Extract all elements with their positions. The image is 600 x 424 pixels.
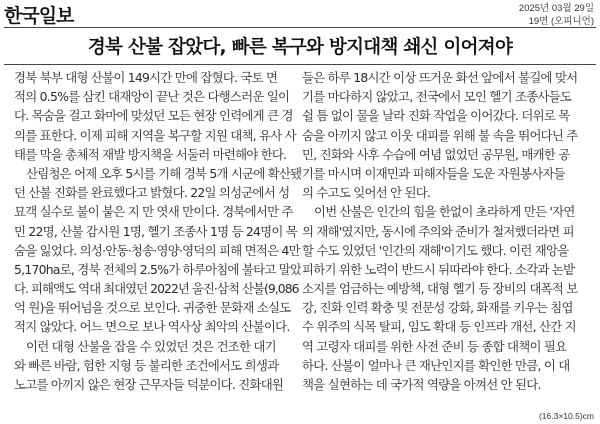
body-line: 역 고령자 대피를 위한 사전 준비 등 종합 대책이 필요 xyxy=(302,338,567,354)
page-section: 19면 (오피니언) xyxy=(528,16,594,27)
body-line: 다. 피해액도 역대 최대였던 2022년 울진·삼척 산불(9,086 xyxy=(14,281,299,297)
body-line: 노고를 아끼지 않은 현장 근무자들 덕분이다. 진화대원 xyxy=(14,377,284,392)
body-line: 의 수고도 잊어선 안 된다. xyxy=(302,185,431,201)
body-line: 하다. 산불이 얼마나 큰 재난인지를 확인한 만큼, 이 대 xyxy=(302,357,570,373)
body-line: 쉴 틈 없이 물을 날라 진화 작업을 이어갔다. 더위로 목 xyxy=(302,108,570,124)
body-line: 5,170ha로, 경북 전체의 2.5%가 하루아침에 불타고 말았 xyxy=(14,261,301,277)
body-line: 피하기 위한 노력이 반드시 뒤따라야 한다. 소각과 논밭 xyxy=(302,261,575,277)
body-line: 기를 마시며 이재민과 피해자들을 도운 자원봉사자들 xyxy=(302,165,565,181)
body-line: 강, 진화 인력 확충 및 전문성 강화, 화재를 키우는 침엽 xyxy=(302,300,573,316)
body-line: 적지 않았다. 어느 면으로 보나 역사상 최악의 산불이다. xyxy=(14,319,290,335)
body-line: 적의 0.5%를 삼킨 대재앙이 끝난 것은 다행스러운 일이 xyxy=(14,89,290,105)
body-line: 던 산불 진화를 완료했다고 밝혔다. 22일 의성군에서 성 xyxy=(14,185,290,201)
masthead-logo: 한국일보 xyxy=(4,5,74,27)
body-line: 수 위주의 식목 탈피, 임도 확대 등 인프라 개선, 산간 지 xyxy=(302,319,576,335)
body-column-right xyxy=(302,68,589,394)
body-line: 들은 하루 18시간 이상 뜨거운 화선 앞에서 불길에 맞서 xyxy=(302,70,578,85)
body-line: 이런 대형 산불을 잡을 수 있었던 것은 건조한 대기 xyxy=(26,338,276,354)
body-line: 민, 진화와 사후 수습에 여념 없었던 공무원, 매캐한 공 xyxy=(302,146,570,162)
top-rule xyxy=(4,27,596,28)
body-line: 이번 산불은 인간의 힘을 한없이 초라하게 만든 '자연 xyxy=(314,204,575,220)
body-line: 민 22명, 산불 감시원 1명, 헬기 조종사 1명 등 24명이 목 xyxy=(14,223,298,239)
body-line: 의를 표한다. 이제 피해 지역을 복구할 지원 대책, 유사 사 xyxy=(14,127,296,143)
publication-meta xyxy=(519,2,594,28)
body-line: 숨을 아끼지 않고 이웃 대피를 위해 불 속을 뛰어다닌 주 xyxy=(302,127,578,143)
body-line: 책을 실현하는 데 국가적 역량을 아껴선 안 된다. xyxy=(302,377,541,392)
body-line: 다. 목숨을 걸고 화마에 맞섰던 모든 현장 인력에게 큰 경 xyxy=(14,108,293,124)
body-line: 소지를 엄금하는 예방책, 대형 헬기 등 장비의 대폭적 보 xyxy=(302,281,578,297)
body-line: 할 수도 있었던 '인간의 재해'이기도 했다. 이런 재앙을 xyxy=(302,242,569,258)
body-line: 묘객 실수로 불이 붙은 지 만 엿새 만이다. 경북에서만 주 xyxy=(14,204,293,220)
size-note: (16.3×10.5)cm xyxy=(538,411,594,421)
publication-date: 2025년 03월 29일 xyxy=(518,3,594,14)
body-column-left xyxy=(14,68,301,394)
body-line: 의 재해'였지만, 동시에 주의와 준비가 철저했더라면 피 xyxy=(302,223,574,239)
headline-rule xyxy=(4,64,596,65)
body-line: 억 원)을 뛰어넘을 것으로 보인다. 귀중한 문화재 소실도 xyxy=(14,300,291,316)
body-line: 와 빠른 바람, 험한 지형 등 불리한 조건에서도 희생과 xyxy=(14,357,279,373)
body-line: 경북 북부 대형 산불이 149시간 만에 잡혔다. 국토 면 xyxy=(14,70,278,85)
body-line: 숨을 잃었다. 의성·안동·청송·영양·영덕의 피해 면적은 4만 xyxy=(14,242,300,258)
body-line: 기를 마다하지 않았고, 전국에서 모인 헬기 조종사들도 xyxy=(302,89,572,105)
body-line: 산림청은 어제 오후 5시를 기해 경북 5개 시군에 확산됐 xyxy=(26,165,301,181)
body-line: 태를 막을 총체적 재발 방지책을 서둘러 마련해야 한다. xyxy=(14,146,287,162)
headline: 경북 산불 잡았다, 빠른 복구와 방지대책 쇄신 이어져야 xyxy=(87,37,513,58)
